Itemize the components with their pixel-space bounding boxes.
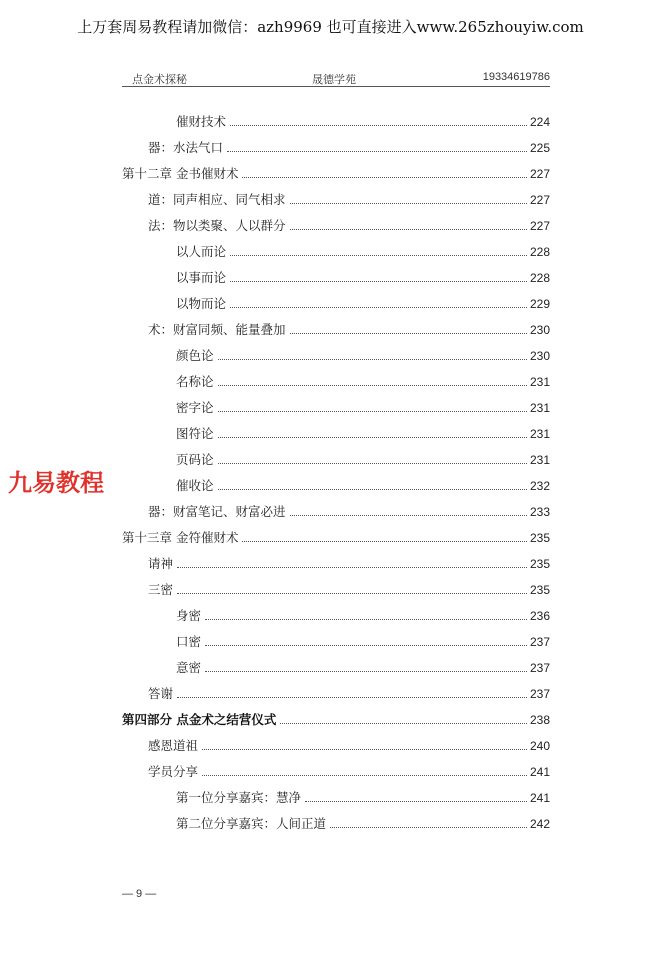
toc-entry-page: 228 [529, 271, 550, 285]
toc-leader-dots [330, 827, 527, 828]
toc-entry-page: 241 [529, 765, 550, 779]
toc-leader-dots [230, 125, 527, 126]
toc-entry-label: 三密 [148, 582, 174, 597]
toc-entry-label: 口密 [176, 634, 202, 649]
toc-leader-dots [290, 229, 527, 230]
toc-leader-dots [218, 359, 527, 360]
toc-entry-page: 227 [529, 219, 550, 233]
watermark-logo: 九易教程 [8, 469, 104, 497]
toc-leader-dots [202, 775, 527, 776]
toc-entry-page: 224 [529, 115, 550, 129]
toc-leader-dots [177, 593, 527, 594]
toc-entry-page: 227 [529, 193, 550, 207]
toc-entry[interactable] [148, 208, 550, 234]
toc-leader-dots [290, 333, 527, 334]
toc-leader-dots [205, 671, 527, 672]
toc-entry[interactable] [176, 468, 550, 494]
page-number: — 9 — [122, 888, 157, 900]
toc-entry-label: 催财技术 [176, 114, 227, 129]
toc-entry[interactable] [176, 390, 550, 416]
toc-entry[interactable] [122, 156, 550, 182]
toc-entry-label: 密字论 [176, 400, 214, 415]
toc-leader-dots [202, 749, 527, 750]
header-phone: 19334619786 [482, 71, 550, 83]
header-book-title: 点金术探秘 [132, 73, 187, 86]
toc-entry-page: 231 [529, 453, 550, 467]
toc-entry-label: 页码论 [176, 452, 214, 467]
toc-entry[interactable] [148, 546, 550, 572]
toc-leader-dots [218, 411, 527, 412]
toc-entry-page: 233 [529, 505, 550, 519]
toc-entry[interactable] [176, 598, 550, 624]
toc-entry-page: 238 [529, 713, 550, 727]
toc-entry-label: 术：财富同频、能量叠加 [148, 322, 286, 337]
toc-entry-page: 225 [529, 141, 550, 155]
toc-entry-page: 228 [529, 245, 550, 259]
toc-leader-dots [218, 463, 527, 464]
toc-entry-label: 学员分享 [148, 764, 199, 779]
toc-entry-label: 道：同声相应、同气相求 [148, 192, 286, 207]
toc-leader-dots [290, 515, 527, 516]
toc-entry[interactable] [176, 364, 550, 390]
toc-entry-label: 以物而论 [176, 296, 227, 311]
toc-entry-page: 236 [529, 609, 550, 623]
toc-leader-dots [177, 567, 527, 568]
toc-entry-page: 237 [529, 635, 550, 649]
toc-entry-label: 图符论 [176, 426, 214, 441]
toc-leader-dots [218, 385, 527, 386]
toc-entry[interactable] [122, 520, 550, 546]
toc-entry[interactable] [148, 312, 550, 338]
toc-entry[interactable] [148, 572, 550, 598]
toc-entry-label: 请神 [148, 556, 174, 571]
toc-leader-dots [230, 255, 527, 256]
toc-entry-page: 230 [529, 349, 550, 363]
header-divider [122, 86, 550, 87]
toc-entry[interactable] [148, 182, 550, 208]
toc-leader-dots [205, 645, 527, 646]
toc-entry-label: 催收论 [176, 478, 214, 493]
toc-entry-label: 第十三章 金符催财术 [122, 530, 239, 545]
toc-entry[interactable] [176, 780, 550, 806]
toc-entry-label: 答谢 [148, 686, 174, 701]
toc-entry[interactable] [148, 130, 550, 156]
toc-entry-page: 231 [529, 375, 550, 389]
toc-entry-page: 231 [529, 401, 550, 415]
toc-entry-page: 237 [529, 687, 550, 701]
toc-entry-label: 第一位分享嘉宾：慧净 [176, 790, 302, 805]
toc-entry-label: 第二位分享嘉宾：人间正道 [176, 816, 327, 831]
toc-entry-label: 第四部分 点金术之结营仪式 [122, 712, 277, 727]
toc-entry[interactable] [176, 650, 550, 676]
toc-leader-dots [227, 151, 527, 152]
toc-entry-page: 229 [529, 297, 550, 311]
toc-leader-dots [205, 619, 527, 620]
toc-entry-page: 231 [529, 427, 550, 441]
toc-entry-label: 以人而论 [176, 244, 227, 259]
toc-entry-page: 235 [529, 531, 550, 545]
toc-entry[interactable] [176, 260, 550, 286]
toc-entry-label: 法：物以类聚、人以群分 [148, 218, 286, 233]
toc-entry[interactable] [176, 234, 550, 260]
toc-entry[interactable] [148, 754, 550, 780]
toc-entry-label: 感恩道祖 [148, 738, 199, 753]
toc-entry-page: 237 [529, 661, 550, 675]
toc-leader-dots [230, 281, 527, 282]
toc-entry-page: 230 [529, 323, 550, 337]
toc-leader-dots [177, 697, 527, 698]
toc-entry[interactable] [122, 702, 550, 728]
toc-entry[interactable] [148, 676, 550, 702]
toc-entry-label: 器：水法气口 [148, 140, 224, 155]
toc-entry-page: 241 [529, 791, 550, 805]
toc-entry-label: 颜色论 [176, 348, 214, 363]
page-header [122, 71, 550, 87]
toc-entry-label: 身密 [176, 608, 202, 623]
toc-leader-dots [242, 541, 526, 542]
toc-entry-label: 名称论 [176, 374, 214, 389]
toc-entry[interactable] [176, 416, 550, 442]
toc-entry[interactable] [148, 494, 550, 520]
toc-entry-label: 以事而论 [176, 270, 227, 285]
toc-entry-page: 240 [529, 739, 550, 753]
toc-leader-dots [218, 489, 527, 490]
toc-entry-page: 235 [529, 583, 550, 597]
toc-leader-dots [242, 177, 526, 178]
toc-leader-dots [230, 307, 527, 308]
toc-entry-page: 235 [529, 557, 550, 571]
toc-entry-page: 232 [529, 479, 550, 493]
toc-leader-dots [305, 801, 527, 802]
toc-entry-label: 器：财富笔记、财富必进 [148, 504, 286, 519]
toc-entry-page: 242 [529, 817, 550, 831]
toc-entry-label: 第十二章 金书催财术 [122, 166, 239, 181]
toc-entry[interactable] [176, 286, 550, 312]
toc-entry[interactable] [176, 442, 550, 468]
promo-banner: 上万套周易教程请加微信：azh9969 也可直接进入www.265zhouyiw.com [77, 18, 584, 36]
toc-leader-dots [218, 437, 527, 438]
header-publisher: 晟德学苑 [312, 73, 356, 86]
toc-entry[interactable] [176, 104, 550, 130]
toc-entry[interactable] [176, 624, 550, 650]
toc-entry[interactable] [148, 728, 550, 754]
toc-entry-label: 意密 [176, 660, 202, 675]
toc-leader-dots [290, 203, 527, 204]
toc-leader-dots [280, 723, 527, 724]
toc-entry[interactable] [176, 338, 550, 364]
toc-entry-page: 227 [529, 167, 550, 181]
toc-entry[interactable] [176, 806, 550, 832]
